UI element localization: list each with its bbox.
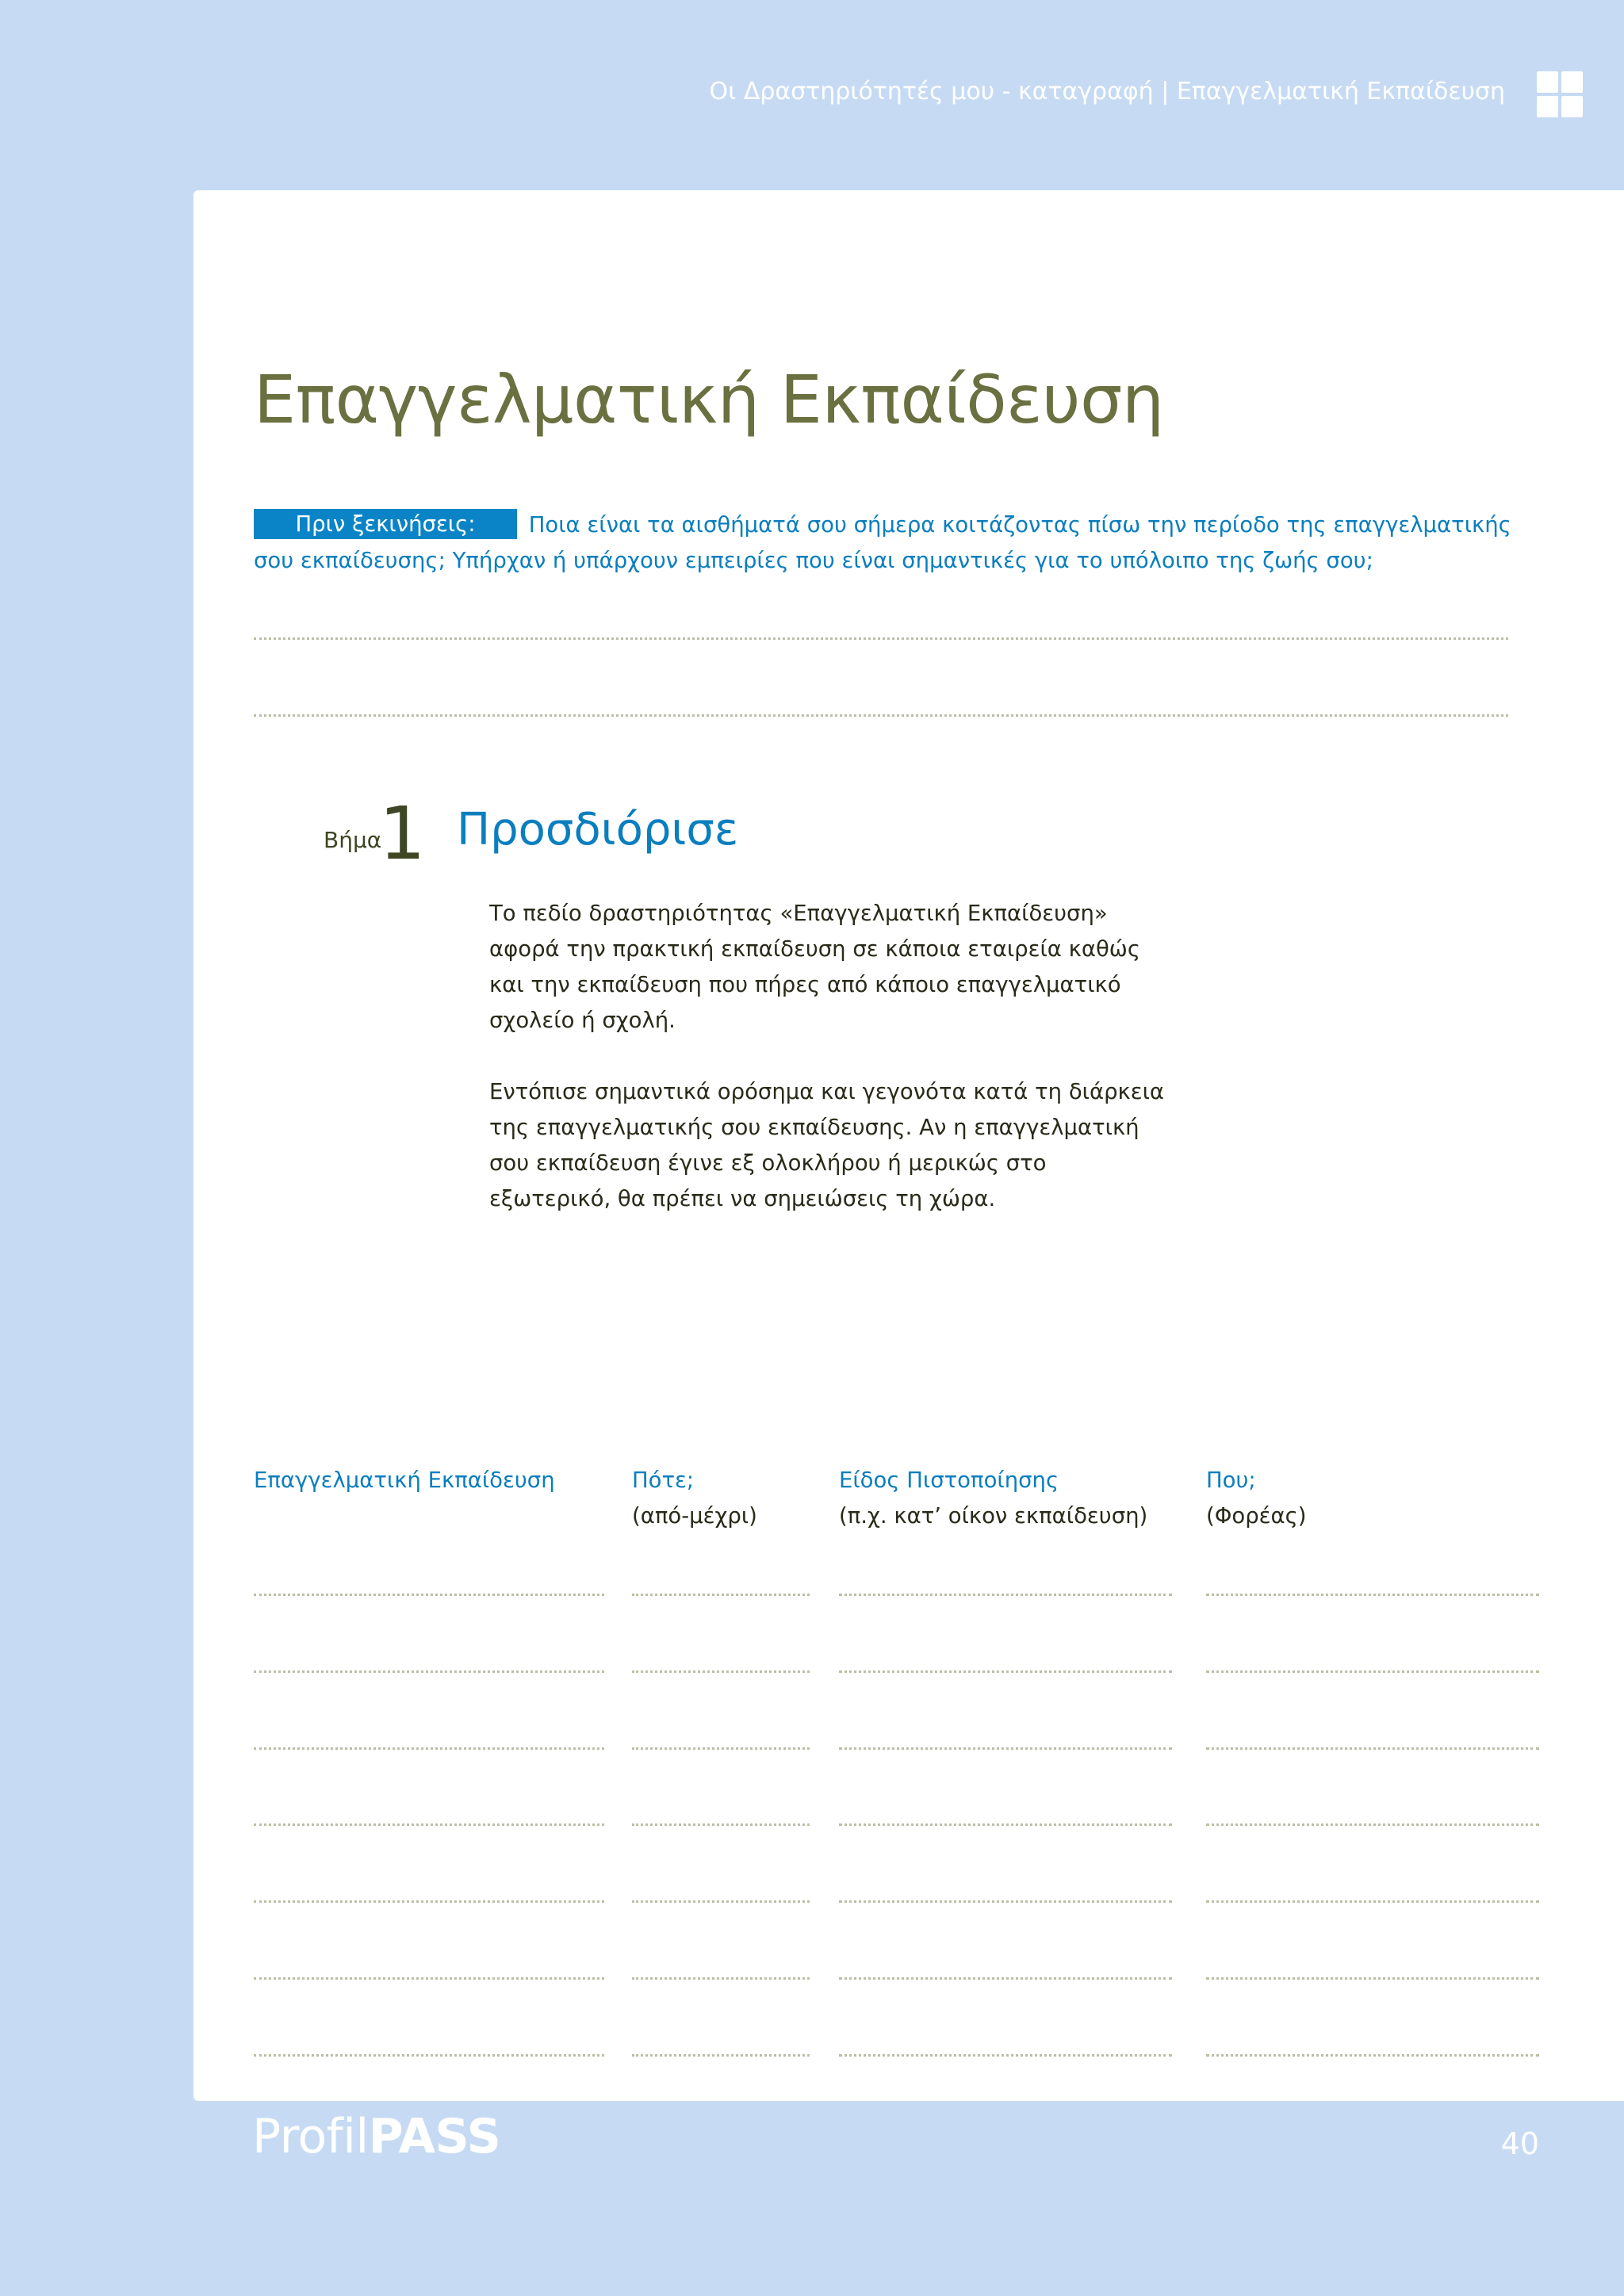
page-number: 40 <box>1500 2126 1539 2161</box>
table-entry-line[interactable] <box>1206 1977 1539 1980</box>
table-entry-line[interactable] <box>632 1900 810 1903</box>
table-entry-line[interactable] <box>839 1594 1172 1596</box>
column-header-training <box>254 1463 555 1498</box>
step-body <box>489 896 1171 1253</box>
table-entry-line[interactable] <box>1206 1747 1539 1750</box>
running-header: Οι Δραστηριότητές μου - καταγραφή | Επαγγελματική Εκπαίδευση <box>709 78 1505 105</box>
column-subtitle: (από-μέχρι) <box>632 1503 757 1529</box>
table-entry-line[interactable] <box>254 1670 604 1673</box>
grid-icon <box>1537 71 1583 117</box>
table-entry-line[interactable] <box>632 1594 810 1596</box>
step-paragraph: Το πεδίο δραστηριότητας «Επαγγελματική Εκπαίδευση» αφορά την πρακτική εκπαίδευση σε κάποια εταιρεία καθώς και την εκπαίδευση που πήρες από κάποιο επαγγελματικό σχολείο ή σχολή. <box>489 901 1140 1033</box>
column-header-certification <box>839 1463 1147 1534</box>
table-entry-line[interactable] <box>839 2054 1172 2057</box>
step-paragraph: Εντόπισε σημαντικά ορόσημα και γεγονότα κατά τη διάρκεια της επαγγελματικής σου εκπαίδευσης. Αν η επαγγελματική σου εκπαίδευση έγινε εξ ολοκλήρου ή μερικώς στο εξωτερικό, θα πρέπει να σημειώσεις τη χώρα. <box>489 1079 1165 1211</box>
table-entry-line[interactable] <box>1206 1823 1539 1826</box>
table-entry-line[interactable] <box>1206 2054 1539 2057</box>
table-entry-line[interactable] <box>632 2054 810 2057</box>
answer-line[interactable] <box>254 637 1508 640</box>
intro-question <box>254 507 1522 579</box>
page-title: Επαγγελματική Εκπαίδευση <box>254 361 1164 438</box>
table-entry-line[interactable] <box>1206 1594 1539 1596</box>
step-title: Προσδιόρισε <box>457 804 739 855</box>
table-entry-line[interactable] <box>632 1823 810 1826</box>
table-entry-line[interactable] <box>254 1977 604 1980</box>
column-title: Που; <box>1206 1468 1256 1493</box>
table-entry-line[interactable] <box>839 1670 1172 1673</box>
table-entry-line[interactable] <box>1206 1670 1539 1673</box>
column-title: Είδος Πιστοποίησης <box>839 1468 1059 1493</box>
table-entry-line[interactable] <box>632 1670 810 1673</box>
table-entry-line[interactable] <box>254 2054 604 2057</box>
profilpass-logo <box>252 2109 500 2164</box>
column-subtitle: (π.χ. κατ’ οίκον εκπαίδευση) <box>839 1503 1148 1529</box>
column-subtitle: (Φορέας) <box>1206 1503 1307 1529</box>
table-entry-line[interactable] <box>839 1747 1172 1750</box>
step-number: 1 <box>379 791 426 876</box>
table-entry-line[interactable] <box>254 1900 604 1903</box>
column-header-when <box>632 1463 757 1534</box>
logo-bold-text: PASS <box>368 2109 501 2164</box>
step-label: Βήμα <box>324 827 382 853</box>
table-entry-line[interactable] <box>254 1823 604 1826</box>
table-entry-line[interactable] <box>839 1823 1172 1826</box>
intro-question-text: Ποια είναι τα αισθήματά σου σήμερα κοιτάζοντας πίσω την περίοδο της επαγγελματικής σου εκπαίδευσης; Υπήρχαν ή υπάρχουν εμπειρίες που είναι σημαντικές για το υπόλοιπο της ζωής σου; <box>254 512 1511 573</box>
column-header-where <box>1206 1463 1307 1534</box>
answer-line[interactable] <box>254 714 1508 717</box>
table-entry-line[interactable] <box>254 1594 604 1596</box>
table-entry-line[interactable] <box>1206 1900 1539 1903</box>
table-entry-line[interactable] <box>839 1900 1172 1903</box>
logo-light-text: Profil <box>252 2109 369 2164</box>
column-title: Πότε; <box>632 1468 695 1493</box>
table-entry-line[interactable] <box>632 1977 810 1980</box>
table-entry-line[interactable] <box>839 1977 1172 1980</box>
column-title: Επαγγελματική Εκπαίδευση <box>254 1468 555 1493</box>
before-you-start-badge: Πριν ξεκινήσεις: <box>254 509 517 539</box>
table-entry-line[interactable] <box>632 1747 810 1750</box>
table-entry-line[interactable] <box>254 1747 604 1750</box>
